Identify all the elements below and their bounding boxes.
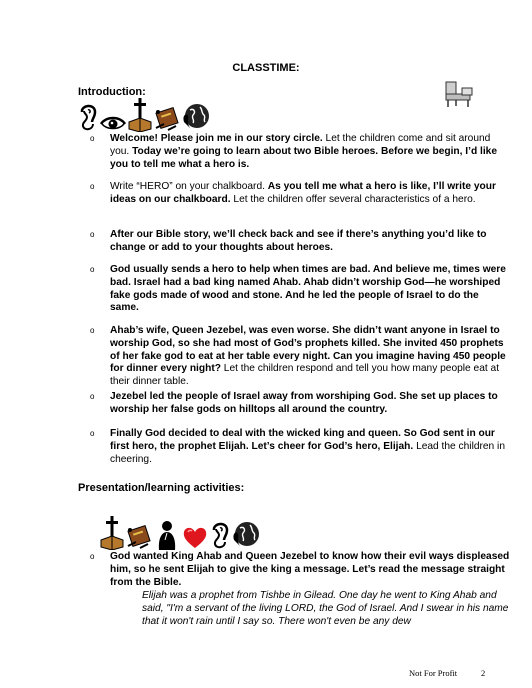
intro-bullet-7: o Finally God decided to deal with the wicked king and queen. So God sent in our first hero, the prophet Elijah. Let’s cheer for God’s hero, Elijah. Lead the children in cheering. (90, 428, 505, 465)
eye-icon (100, 114, 126, 132)
intro-icon-row (78, 98, 210, 132)
intro-bullet-1: o Welcome! Please join me in our story circle. Let the children come and sit around you. Today we’re going to learn about two Bible heroes. Before we begin, I’d like you to tell me what a hero is. (90, 133, 498, 170)
intro-bullet-2: o Write “HERO” on your chalkboard. As you tell me what a hero is like, I’ll write your ideas on our chalkboard. Let the children offer several characteristics of a hero. (90, 181, 496, 205)
intro-bullet-3: o After our Bible story, we’ll check back and see if there’s anything you’d like to change or add to your thoughts about heroes. (90, 229, 487, 253)
ear-icon (210, 520, 230, 550)
presentation-heading: Presentation/learning activities: (78, 482, 245, 494)
introduction-heading: Introduction: (78, 86, 146, 98)
bible-cross-icon (100, 516, 124, 550)
globe-icon (232, 520, 260, 550)
intro-bullet-5: o Ahab’s wife, Queen Jezebel, was even worse. She didn’t want anyone in Israel to worship God, so she had most of God’s prophets killed. She invited 450 prophets of her fake god to eat at her table every night. Can you imagine having 450 people for dinner every night? Let the children respond and tell you how many people eat at their dinner table. (90, 325, 506, 388)
page-title: CLASSTIME: (232, 62, 300, 74)
heart-icon (182, 526, 208, 550)
reading-bible-icon (126, 522, 152, 550)
bible-cross-icon (128, 98, 152, 132)
footer-not-for-profit: Not For Profit (409, 668, 458, 678)
reading-bible-icon (154, 104, 180, 132)
presentation-icon-row (100, 516, 260, 550)
chair-icon (442, 80, 476, 113)
presentation-bullet-1: o God wanted King Ahab and Queen Jezebel to know how their evil ways displeased him, so he sent Elijah to give the king a message. Let’s read the message straight from the Bible. (90, 551, 510, 588)
scripture-quote: Elijah was a prophet from Tishbe in Gilead. One day he went to King Ahab and said, "I'm a servant of the living LORD, the God of Israel. And I swear in his name that it won't rain until I say so. There won't even be any dew (142, 590, 509, 627)
globe-icon (182, 102, 210, 132)
intro-bullet-4: o God usually sends a hero to help when times are bad. And believe me, times were bad. Israel had a bad king named Ahab. Ahab didn’t worship God—he worshiped fake gods made of wood and stone. And he led the people of Israel to do the same. (90, 264, 506, 314)
page-number: 2 (481, 668, 486, 678)
intro-bullet-6: o Jezebel led the people of Israel away from worshiping God. She set up places to worship her false gods on hilltops all around the country. (90, 391, 498, 415)
praying-person-icon (154, 520, 180, 550)
ear-icon (78, 102, 98, 132)
